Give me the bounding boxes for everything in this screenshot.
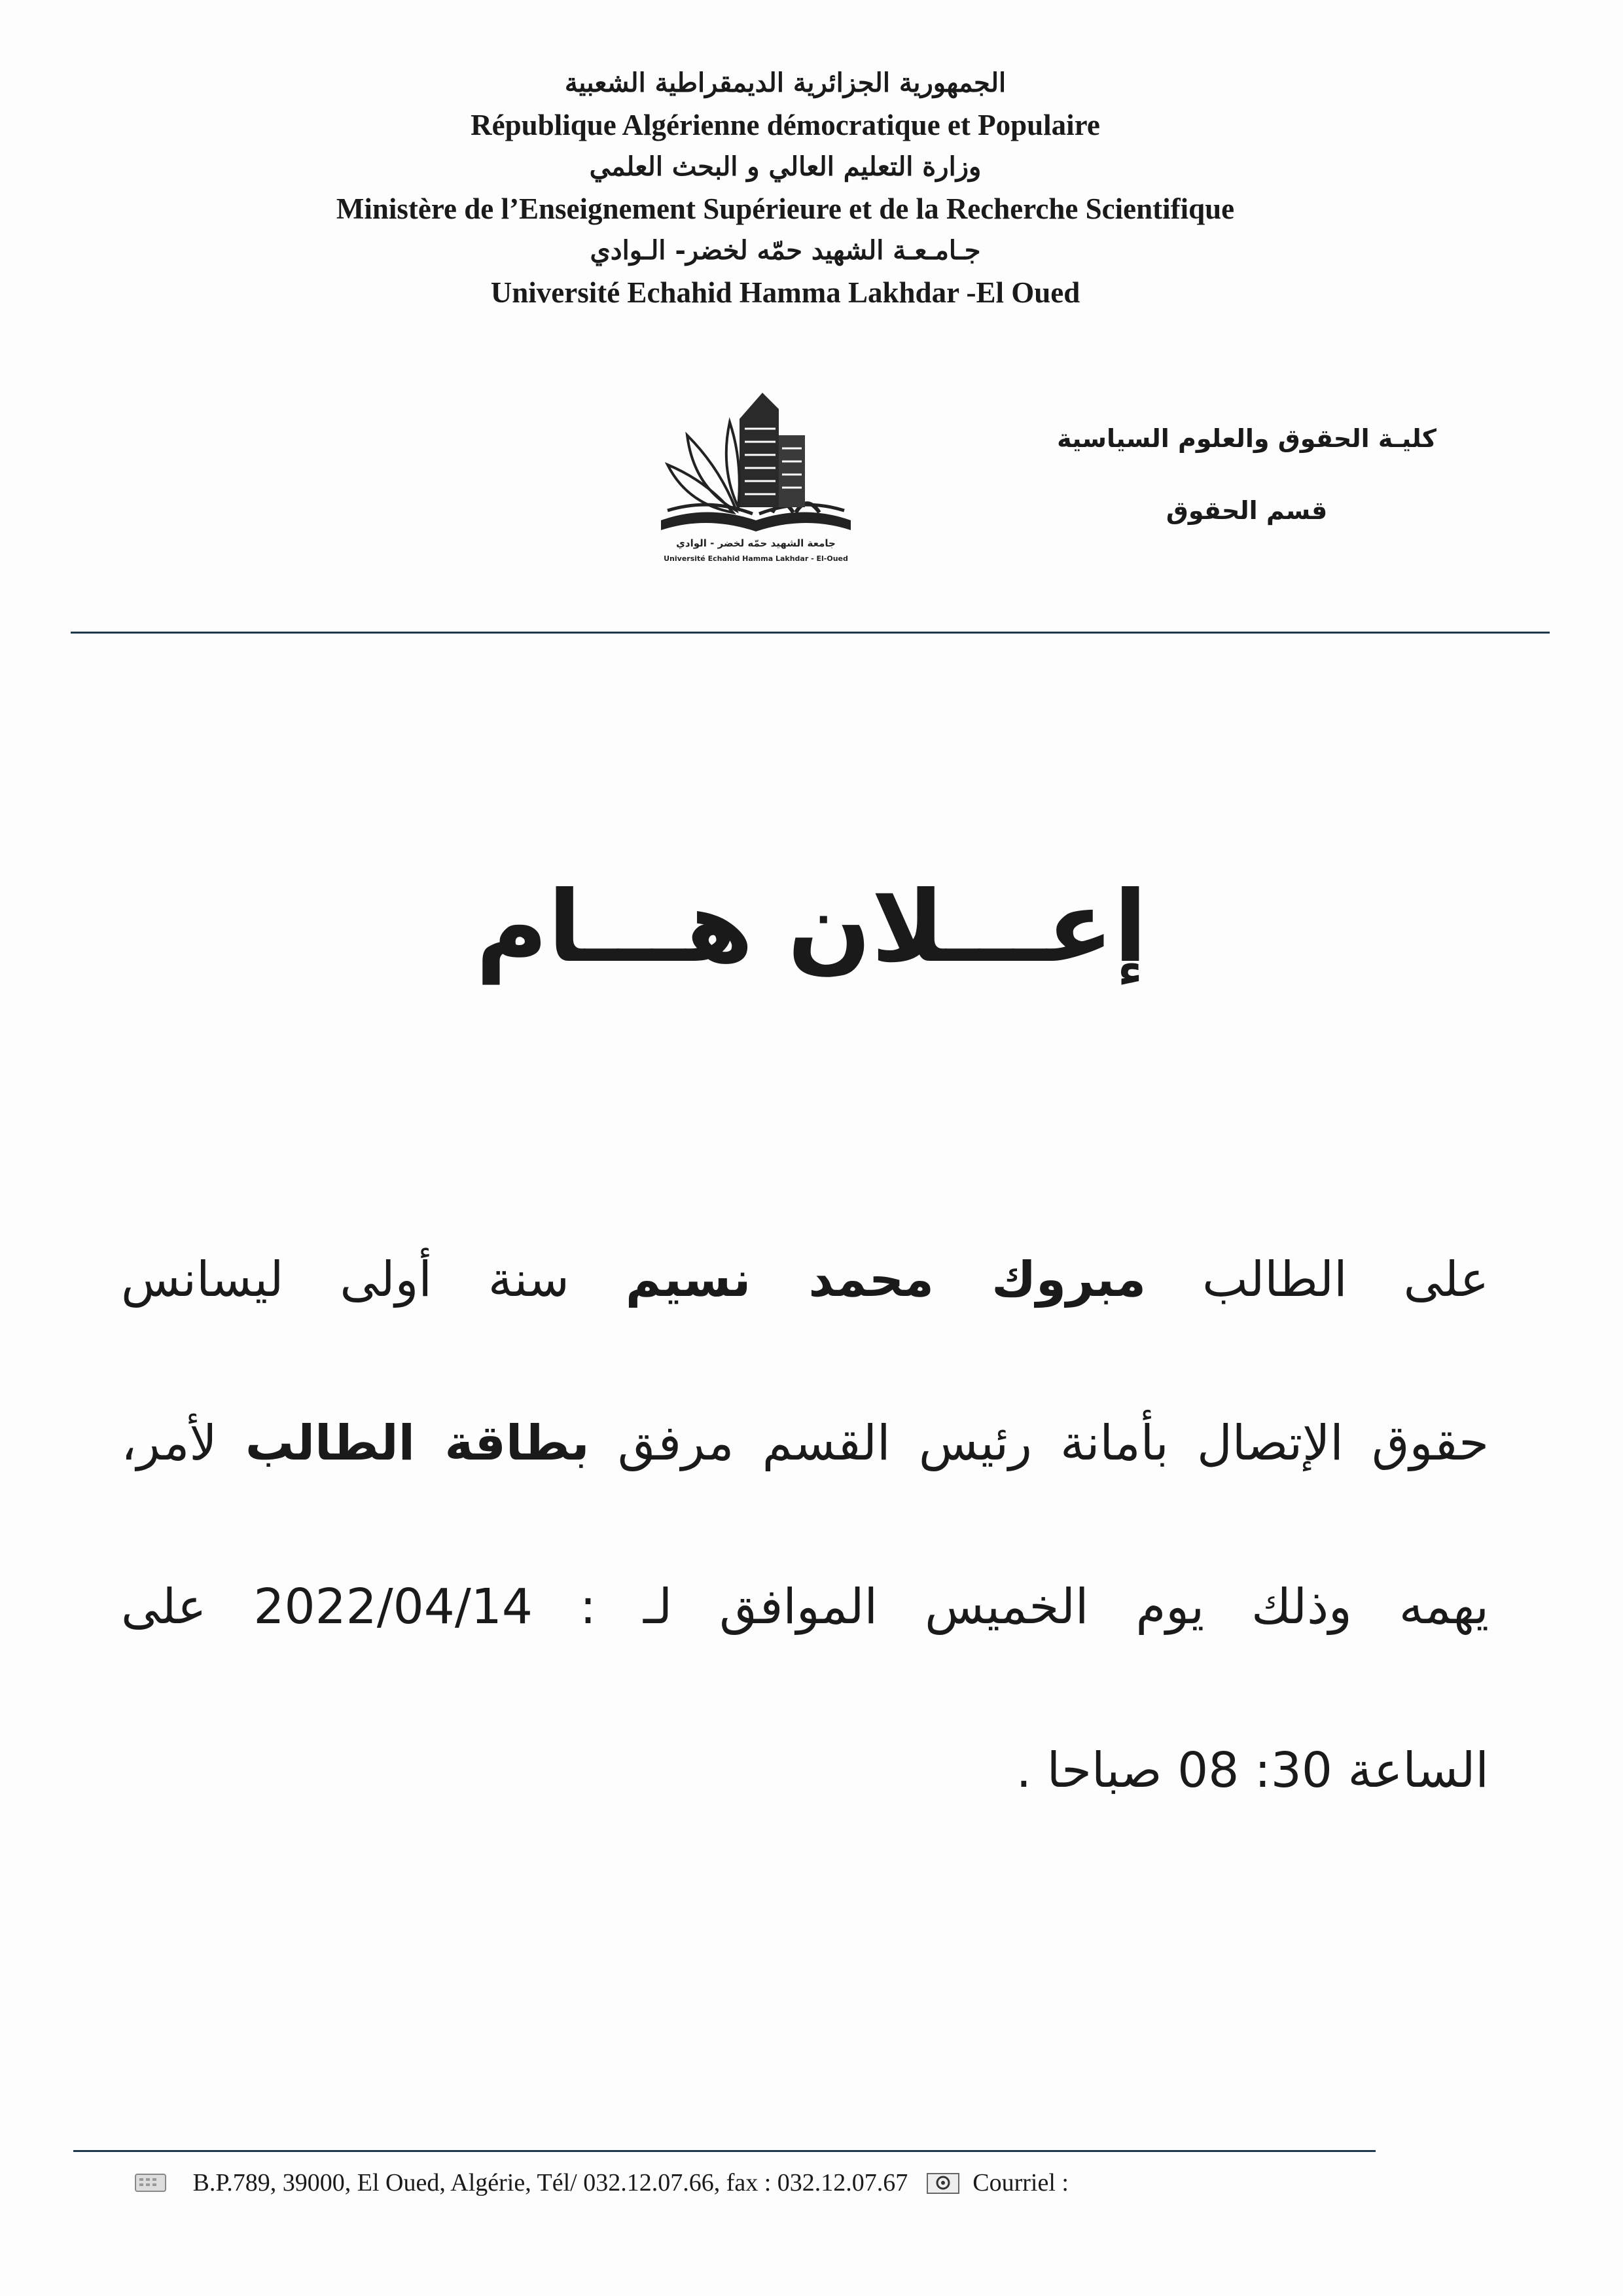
fr-republic: République Algérienne démocratique et Populaire bbox=[471, 109, 1100, 141]
body-line-2: حقوق الإتصال بأمانة رئيس القسم مرفق بطاقة الطالب لأمر، bbox=[121, 1415, 1489, 1471]
ar-university: جـامـعـة الشهيد حمّه لخضر- الـوادي bbox=[590, 235, 981, 266]
faculty-name: كليـة الحقوق والعلوم السياسية bbox=[1057, 424, 1436, 453]
university-logo bbox=[648, 389, 864, 566]
ar-republic: الجمهورية الجزائرية الديمقراطية الشعبية bbox=[564, 67, 1007, 98]
announcement-title: إعـــلان هـــام bbox=[476, 870, 1147, 984]
footer-address: B.P.789, 39000, El Oued, Algérie, Tél/ 032.12.07.66, fax : 032.12.07.67 bbox=[192, 2169, 908, 2197]
faculty-block bbox=[1057, 403, 1436, 547]
email-icon bbox=[926, 2170, 961, 2196]
body-line-1: على الطالب مبروك محمد نسيم سنة أولى ليسانس bbox=[121, 1251, 1489, 1308]
footer bbox=[134, 2166, 1069, 2197]
department-name: قسم الحقوق bbox=[1166, 496, 1328, 525]
logo-ar-caption: جامعة الشهيد حمّه لخضر - الوادي bbox=[676, 537, 836, 549]
student-name: مبروك محمد نسيم bbox=[625, 1251, 1147, 1308]
footer-email-label: Courriel : bbox=[972, 2169, 1069, 2197]
footer-divider bbox=[73, 2150, 1376, 2152]
logo-fr-caption: Université Echahid Hamma Lakhdar - El-Oued bbox=[664, 554, 848, 563]
phone-icon bbox=[134, 2172, 167, 2194]
announcement-body bbox=[121, 1230, 1489, 1885]
fr-university: Université Echahid Hamma Lakhdar -El Oued bbox=[490, 276, 1080, 309]
header-divider bbox=[71, 632, 1550, 634]
student-card-text: بطاقة الطالب bbox=[245, 1415, 590, 1471]
fr-ministry: Ministère de l’Enseignement Supérieure et de la Recherche Scientifique bbox=[336, 192, 1235, 225]
ar-ministry: وزارة التعليم العالي و البحث العلمي bbox=[589, 151, 982, 182]
body-line-4: الساعة 30: 08 صباحا . bbox=[1016, 1742, 1489, 1799]
body-line-3: يهمه وذلك يوم الخميس الموافق لـ : 2022/04/14 على bbox=[121, 1579, 1489, 1635]
letterhead bbox=[0, 62, 1571, 314]
